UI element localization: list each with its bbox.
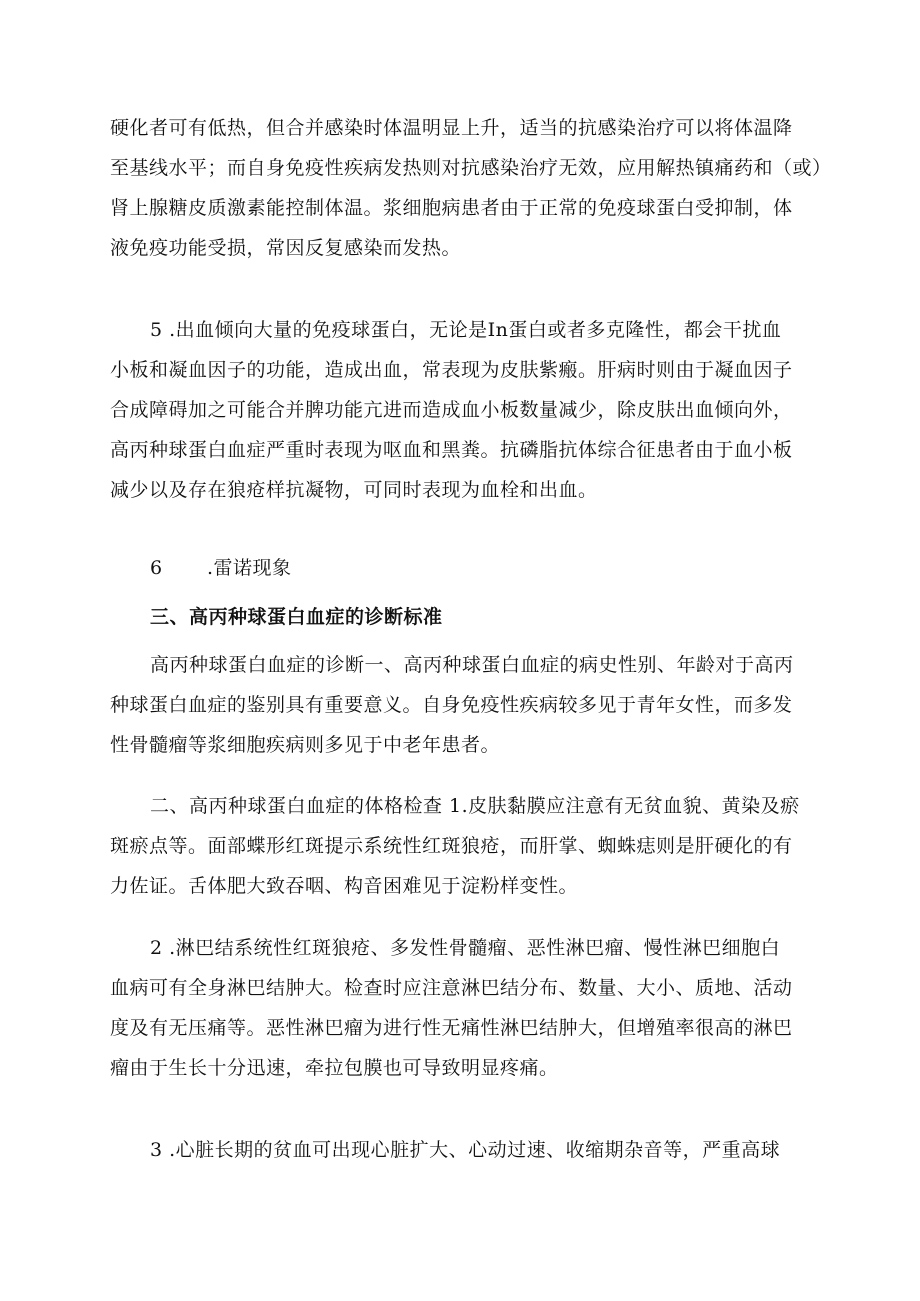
text-line: 至基线水平；而自身免疫性疾病发热则对抗感染治疗无效，应用解热镇痛药和（或）: [110, 157, 832, 179]
text-line: 硬化者可有低热，但合并感染时体温明显上升，适当的抗感染治疗可以将体温降: [110, 117, 793, 139]
text-line: 二、高丙种球蛋白血症的体格检查 1.皮肤黏膜应注意有无贫血貌、黄染及瘀: [150, 795, 800, 817]
text-line: 高丙种球蛋白血症严重时表现为呕血和黑粪。抗磷脂抗体综合征患者由于血小板: [110, 439, 793, 461]
text-line: 小板和凝血因子的功能，造成出血，常表现为皮肤紫瘢。肝病时则由于凝血因子: [110, 359, 793, 381]
heading-text: 三、高丙种球蛋白血症的诊断标准: [150, 606, 443, 628]
text-line: 肾上腺糖皮质激素能控制体温。浆细胞病患者由于正常的免疫球蛋白受抑制，体: [110, 197, 793, 219]
text-line: 3 .心脏长期的贫血可出现心脏扩大、心动过速、收缩期杂音等，严重高球: [150, 1139, 781, 1161]
paragraph-raynaud: [110, 548, 822, 588]
text-line: 力佐证。舌体肥大致吞咽、构音困难见于淀粉样变性。: [110, 875, 579, 897]
item-number: 6: [150, 557, 163, 579]
text-line: 2 .淋巴结系统性红斑狼疮、多发性骨髓瘤、恶性淋巴瘤、慢性淋巴细胞白: [150, 937, 781, 959]
section-heading: [110, 597, 822, 637]
text-line: 种球蛋白血症的鉴别具有重要意义。自身免疫性疾病较多见于青年女性，而多发: [110, 694, 793, 716]
text-line: 5 .出血倾向大量的免疫球蛋白，无论是In蛋白或者多克隆性，都会干扰血: [150, 319, 782, 341]
paragraph-history: [110, 645, 822, 765]
text-line: 瘤由于生长十分迅速，牵拉包膜也可导致明显疼痛。: [110, 1057, 559, 1079]
text-line: 合成障碍加之可能合并脾功能亢进而造成血小板数量减少，除皮肤出血倾向外，: [110, 399, 793, 421]
text-line: 性骨髓瘤等浆细胞疾病则多见于中老年患者。: [110, 734, 501, 756]
text-line: 斑瘀点等。面部蝶形红斑提示系统性红斑狼疮，而肝掌、蜘蛛痣则是肝硬化的有: [110, 835, 793, 857]
text-line: 液免疫功能受损，常因反复感染而发热。: [110, 237, 462, 259]
text-line: 减少以及存在狼疮样抗凝物，可同时表现为血栓和出血。: [110, 479, 598, 501]
item-text: .雷诺现象: [207, 557, 292, 579]
text-line: 血病可有全身淋巴结肿大。检查时应注意淋巴结分布、数量、大小、质地、活动: [110, 977, 793, 999]
paragraph-lymph: [110, 928, 822, 1088]
paragraph-heart: [110, 1130, 822, 1170]
paragraph-bleeding: [110, 310, 822, 510]
paragraph-fever: [110, 108, 832, 268]
text-line: 高丙种球蛋白血症的诊断一、高丙种球蛋白血症的病史性别、年龄对于高丙: [150, 654, 794, 676]
text-line: 度及有无压痛等。恶性淋巴瘤为进行性无痛性淋巴结肿大，但增殖率很高的淋巴: [110, 1017, 793, 1039]
paragraph-physical-exam: [110, 786, 822, 906]
